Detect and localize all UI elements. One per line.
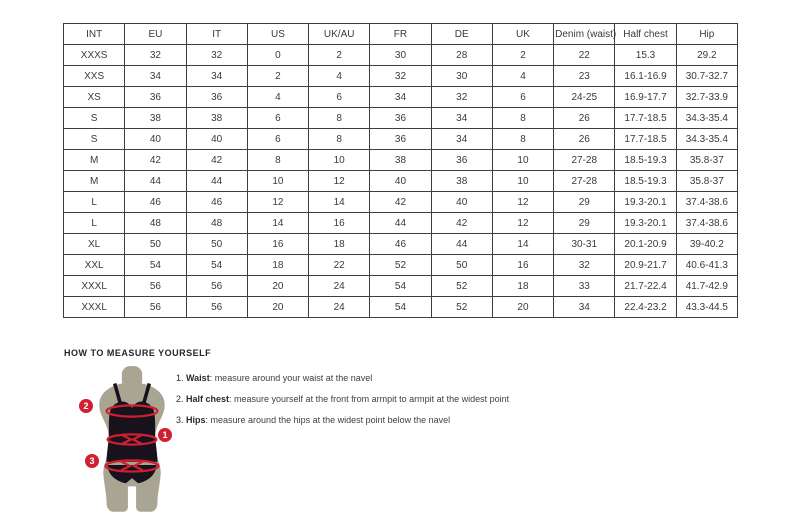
table-cell: 20.1-20.9 bbox=[615, 234, 676, 255]
table-cell: 6 bbox=[492, 87, 553, 108]
table-cell: 30.7-32.7 bbox=[676, 66, 737, 87]
size-chart-table bbox=[63, 23, 738, 318]
table-cell: 24 bbox=[309, 276, 370, 297]
table-cell: XXL bbox=[64, 255, 125, 276]
table-cell: 56 bbox=[125, 297, 186, 318]
table-cell: 17.7-18.5 bbox=[615, 129, 676, 150]
table-cell: 8 bbox=[309, 129, 370, 150]
table-cell: 50 bbox=[125, 234, 186, 255]
column-header: DE bbox=[431, 24, 492, 45]
table-cell: 34.3-35.4 bbox=[676, 108, 737, 129]
table-cell: 12 bbox=[309, 171, 370, 192]
measurement-figure bbox=[76, 366, 188, 514]
table-cell: 0 bbox=[247, 45, 308, 66]
table-cell: 8 bbox=[247, 150, 308, 171]
table-cell: 18 bbox=[492, 276, 553, 297]
table-cell: 39-40.2 bbox=[676, 234, 737, 255]
table-cell: 30-31 bbox=[554, 234, 615, 255]
column-header: INT bbox=[64, 24, 125, 45]
table-cell: 32 bbox=[186, 45, 247, 66]
table-cell: 54 bbox=[125, 255, 186, 276]
table-cell: 2 bbox=[492, 45, 553, 66]
table-cell: 42 bbox=[125, 150, 186, 171]
table-cell: 12 bbox=[492, 192, 553, 213]
table-cell: M bbox=[64, 171, 125, 192]
table-cell: 42 bbox=[370, 192, 431, 213]
measure-steps-list bbox=[176, 372, 509, 435]
table-cell: 12 bbox=[247, 192, 308, 213]
table-cell: 20 bbox=[247, 297, 308, 318]
column-header: FR bbox=[370, 24, 431, 45]
table-cell: 42 bbox=[186, 150, 247, 171]
table-cell: XXS bbox=[64, 66, 125, 87]
table-cell: 54 bbox=[370, 297, 431, 318]
table-cell: 40 bbox=[431, 192, 492, 213]
table-row bbox=[64, 66, 738, 87]
table-cell: 22 bbox=[309, 255, 370, 276]
table-cell: 16 bbox=[247, 234, 308, 255]
table-cell: 41.7-42.9 bbox=[676, 276, 737, 297]
column-header: Hip bbox=[676, 24, 737, 45]
table-cell: 29.2 bbox=[676, 45, 737, 66]
step-label: Half chest bbox=[186, 394, 230, 404]
table-cell: 52 bbox=[431, 297, 492, 318]
table-cell: 10 bbox=[492, 150, 553, 171]
table-cell: 14 bbox=[247, 213, 308, 234]
table-row bbox=[64, 213, 738, 234]
step-number: 3. bbox=[176, 415, 187, 425]
table-cell: 46 bbox=[125, 192, 186, 213]
table-header-row bbox=[64, 24, 738, 45]
table-cell: 38 bbox=[125, 108, 186, 129]
chest-marker-badge: 2 bbox=[79, 399, 93, 413]
table-cell: 56 bbox=[125, 276, 186, 297]
table-row bbox=[64, 297, 738, 318]
step-label: Waist bbox=[186, 373, 210, 383]
step-text: : measure yourself at the front from armpit to armpit at the widest point bbox=[229, 394, 510, 404]
table-cell: 48 bbox=[186, 213, 247, 234]
table-row bbox=[64, 171, 738, 192]
table-cell: 10 bbox=[247, 171, 308, 192]
table-cell: 36 bbox=[370, 129, 431, 150]
table-cell: L bbox=[64, 213, 125, 234]
table-cell: 29 bbox=[554, 192, 615, 213]
table-cell: 44 bbox=[431, 234, 492, 255]
column-header: US bbox=[247, 24, 308, 45]
table-cell: 34.3-35.4 bbox=[676, 129, 737, 150]
table-cell: 19.3-20.1 bbox=[615, 192, 676, 213]
table-cell: 6 bbox=[309, 87, 370, 108]
table-cell: 40.6-41.3 bbox=[676, 255, 737, 276]
table-cell: 4 bbox=[309, 66, 370, 87]
table-cell: 44 bbox=[125, 171, 186, 192]
table-cell: 44 bbox=[370, 213, 431, 234]
table-row bbox=[64, 129, 738, 150]
table-cell: 38 bbox=[431, 171, 492, 192]
table-cell: 14 bbox=[492, 234, 553, 255]
table-cell: 46 bbox=[186, 192, 247, 213]
table-cell: 34 bbox=[431, 129, 492, 150]
table-cell: 32 bbox=[431, 87, 492, 108]
table-cell: 20 bbox=[492, 297, 553, 318]
table-cell: 14 bbox=[309, 192, 370, 213]
measure-section-heading: HOW TO MEASURE YOURSELF bbox=[64, 348, 212, 358]
table-cell: 18 bbox=[309, 234, 370, 255]
table-cell: 54 bbox=[186, 255, 247, 276]
table-row bbox=[64, 45, 738, 66]
table-cell: 26 bbox=[554, 129, 615, 150]
table-cell: 4 bbox=[492, 66, 553, 87]
table-cell: 19.3-20.1 bbox=[615, 213, 676, 234]
table-cell: 18 bbox=[247, 255, 308, 276]
table-cell: 2 bbox=[247, 66, 308, 87]
table-cell: 30 bbox=[431, 66, 492, 87]
table-cell: 6 bbox=[247, 108, 308, 129]
table-cell: 37.4-38.6 bbox=[676, 213, 737, 234]
table-row bbox=[64, 192, 738, 213]
table-cell: XXXS bbox=[64, 45, 125, 66]
table-row bbox=[64, 87, 738, 108]
table-cell: 4 bbox=[247, 87, 308, 108]
table-cell: 27-28 bbox=[554, 171, 615, 192]
table-cell: 24 bbox=[309, 297, 370, 318]
table-cell: 8 bbox=[309, 108, 370, 129]
table-cell: 36 bbox=[186, 87, 247, 108]
table-row bbox=[64, 234, 738, 255]
column-header: UK bbox=[492, 24, 553, 45]
table-cell: 36 bbox=[125, 87, 186, 108]
table-cell: 52 bbox=[431, 276, 492, 297]
table-cell: 37.4-38.6 bbox=[676, 192, 737, 213]
table-cell: 10 bbox=[309, 150, 370, 171]
step-label: Hips bbox=[186, 415, 206, 425]
table-cell: 20 bbox=[247, 276, 308, 297]
table-cell: 46 bbox=[370, 234, 431, 255]
table-cell: 30 bbox=[370, 45, 431, 66]
table-cell: 17.7-18.5 bbox=[615, 108, 676, 129]
column-header: Denim (waist) bbox=[554, 24, 615, 45]
table-cell: 50 bbox=[431, 255, 492, 276]
mannequin-illustration bbox=[76, 366, 188, 514]
table-cell: 21.7-22.4 bbox=[615, 276, 676, 297]
measure-step bbox=[176, 393, 509, 406]
table-cell: 29 bbox=[554, 213, 615, 234]
table-cell: 20.9-21.7 bbox=[615, 255, 676, 276]
table-cell: 16 bbox=[492, 255, 553, 276]
table-cell: 8 bbox=[492, 108, 553, 129]
column-header: IT bbox=[186, 24, 247, 45]
table-cell: 34 bbox=[431, 108, 492, 129]
table-cell: S bbox=[64, 129, 125, 150]
column-header: Half chest bbox=[615, 24, 676, 45]
table-cell: 52 bbox=[370, 255, 431, 276]
measure-step bbox=[176, 372, 509, 385]
step-number: 2. bbox=[176, 394, 187, 404]
table-cell: 32 bbox=[370, 66, 431, 87]
table-body bbox=[64, 45, 738, 318]
table-cell: 28 bbox=[431, 45, 492, 66]
table-cell: XL bbox=[64, 234, 125, 255]
table-cell: 42 bbox=[431, 213, 492, 234]
table-cell: XXXL bbox=[64, 297, 125, 318]
table-row bbox=[64, 255, 738, 276]
table-cell: XS bbox=[64, 87, 125, 108]
waist-marker-badge: 1 bbox=[158, 428, 172, 442]
table-cell: 54 bbox=[370, 276, 431, 297]
hips-marker-badge: 3 bbox=[85, 454, 99, 468]
table-cell: 22 bbox=[554, 45, 615, 66]
table-cell: 36 bbox=[431, 150, 492, 171]
step-text: : measure around your waist at the navel bbox=[209, 373, 373, 383]
table-cell: 38 bbox=[370, 150, 431, 171]
table-cell: 2 bbox=[309, 45, 370, 66]
table-cell: L bbox=[64, 192, 125, 213]
step-text: : measure around the hips at the widest point below the navel bbox=[205, 415, 451, 425]
table-cell: 48 bbox=[125, 213, 186, 234]
table-row bbox=[64, 150, 738, 171]
table-cell: 43.3-44.5 bbox=[676, 297, 737, 318]
measure-step bbox=[176, 414, 509, 427]
table-cell: 40 bbox=[370, 171, 431, 192]
table-cell: 56 bbox=[186, 297, 247, 318]
column-header: UK/AU bbox=[309, 24, 370, 45]
table-cell: 38 bbox=[186, 108, 247, 129]
table-cell: 16.1-16.9 bbox=[615, 66, 676, 87]
table-cell: 33 bbox=[554, 276, 615, 297]
table-cell: 26 bbox=[554, 108, 615, 129]
table-cell: S bbox=[64, 108, 125, 129]
table-cell: XXXL bbox=[64, 276, 125, 297]
table-cell: 36 bbox=[370, 108, 431, 129]
table-cell: 15.3 bbox=[615, 45, 676, 66]
table-cell: 16 bbox=[309, 213, 370, 234]
table-cell: 27-28 bbox=[554, 150, 615, 171]
table-cell: M bbox=[64, 150, 125, 171]
table-cell: 40 bbox=[186, 129, 247, 150]
table-cell: 35.8-37 bbox=[676, 150, 737, 171]
step-number: 1. bbox=[176, 373, 187, 383]
table-cell: 16.9-17.7 bbox=[615, 87, 676, 108]
swimsuit-top bbox=[107, 402, 158, 462]
table-row bbox=[64, 276, 738, 297]
table-cell: 34 bbox=[554, 297, 615, 318]
table-cell: 34 bbox=[125, 66, 186, 87]
table-cell: 32 bbox=[554, 255, 615, 276]
table-cell: 34 bbox=[370, 87, 431, 108]
table-cell: 12 bbox=[492, 213, 553, 234]
table-cell: 18.5-19.3 bbox=[615, 171, 676, 192]
table-cell: 18.5-19.3 bbox=[615, 150, 676, 171]
table-cell: 56 bbox=[186, 276, 247, 297]
column-header: EU bbox=[125, 24, 186, 45]
table-cell: 22.4-23.2 bbox=[615, 297, 676, 318]
table-cell: 32 bbox=[125, 45, 186, 66]
table-cell: 35.8-37 bbox=[676, 171, 737, 192]
table-cell: 50 bbox=[186, 234, 247, 255]
table-cell: 32.7-33.9 bbox=[676, 87, 737, 108]
table-row bbox=[64, 108, 738, 129]
table-cell: 6 bbox=[247, 129, 308, 150]
table-cell: 10 bbox=[492, 171, 553, 192]
table-cell: 44 bbox=[186, 171, 247, 192]
table-cell: 40 bbox=[125, 129, 186, 150]
table-cell: 23 bbox=[554, 66, 615, 87]
table-cell: 24-25 bbox=[554, 87, 615, 108]
table-cell: 8 bbox=[492, 129, 553, 150]
table-cell: 34 bbox=[186, 66, 247, 87]
